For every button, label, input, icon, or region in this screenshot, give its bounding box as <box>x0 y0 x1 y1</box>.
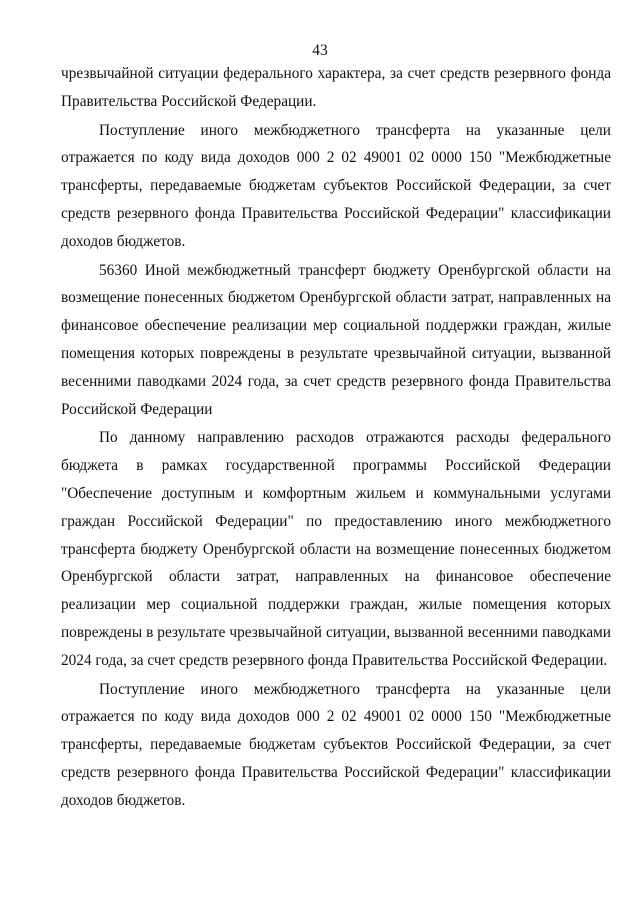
paragraph-continuation: чрезвычайной ситуации федерального характера, за счет средств резервного фонда Правительства Российской Федерации. <box>61 65 611 110</box>
paragraph-expenses-direction: По данному направлению расходов отражаются расходы федерального бюджета в рамках государственной программы Российской Федерации "Обеспечение доступным и комфортным жильем и коммунальными услугами граждан Российской Федерации" по предоставлению иного межбюджетного трансферта бюджету Оренбургской области на возмещение понесенных бюджетом Оренбургской области затрат, направленных на финансовое обеспечение реализации мер социальной поддержки граждан, жилые помещения которых повреждены в результате чрезвычайной ситуации, вызванной весенними паводками 2024 года, за счет средств резервного фонда Правительства Российской Федерации. <box>61 429 611 669</box>
paragraph-income-code-1: Поступление иного межбюджетного трансферта на указанные цели отражается по коду вида доходов 000 2 02 49001 02 0000 150 "Межбюджетные трансферты, передаваемые бюджетам субъектов Российской Федерации, за счет средств резервного фонда Правительства Российской Федерации" классификации доходов бюджетов. <box>61 121 611 250</box>
paragraph-income-code-2: Поступление иного межбюджетного трансферта на указанные цели отражается по коду вида доходов 000 2 02 49001 02 0000 150 "Межбюджетные трансферты, передаваемые бюджетам субъектов Российской Федерации, за счет средств резервного фонда Правительства Российской Федерации" классификации доходов бюджетов. <box>61 680 611 809</box>
page-number: 43 <box>312 42 328 59</box>
paragraph-section-56360: 56360 Иной межбюджетный трансферт бюджету Оренбургской области на возмещение понесенных бюджетом Оренбургской области затрат, направленных на финансовое обеспечение реализации мер социальной поддержки граждан, жилые помещения которых повреждены в результате чрезвычайной ситуации, вызванной весенними паводками 2024 года, за счет средств резервного фонда Правительства Российской Федерации <box>61 261 611 418</box>
document-body <box>61 60 611 816</box>
